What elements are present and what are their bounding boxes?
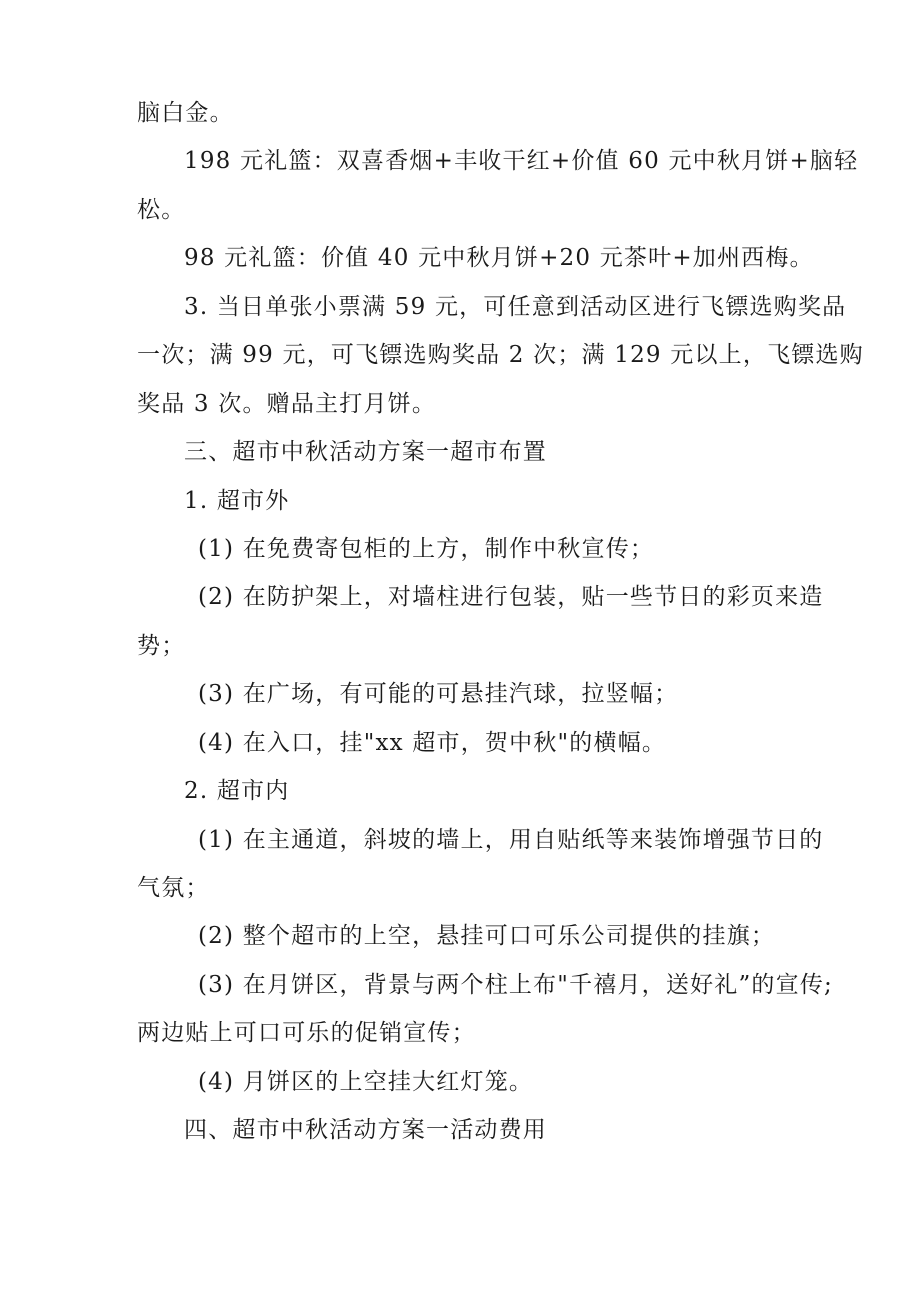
list-item: (1) 在免费寄包柜的上方，制作中秋宣传； — [198, 536, 655, 562]
paragraph-line: 脑白金。 — [137, 100, 234, 126]
paragraph-line: 3. 当日单张小票满 59 元，可任意到活动区进行飞镖选购奖品 — [184, 294, 847, 320]
list-item: (2) 整个超市的上空，悬挂可口可乐公司提供的挂旗； — [198, 923, 776, 949]
list-item-continuation: 气氛； — [137, 875, 210, 901]
list-item: (2) 在防护架上，对墙柱进行包装，贴一些节日的彩页来造 — [198, 584, 824, 610]
paragraph-line: 198 元礼篮：双喜香烟+丰收干红+价值 60 元中秋月饼+脑轻 — [184, 148, 859, 174]
paragraph-line: 一次；满 99 元，可飞镖选购奖品 2 次；满 129 元以上，飞镖选购 — [137, 342, 864, 368]
subsection-heading: 1. 超市外 — [184, 488, 290, 514]
list-item: (4) 在入口，挂"xx 超市，贺中秋"的横幅。 — [198, 730, 667, 756]
list-item: (3) 在广场，有可能的可悬挂汽球，拉竖幅； — [198, 681, 679, 707]
section-heading: 三、超市中秋活动方案一超市布置 — [184, 439, 547, 465]
paragraph-line: 奖品 3 次。赠品主打月饼。 — [137, 391, 437, 417]
paragraph-line: 松。 — [137, 197, 186, 223]
list-item-continuation: 两边贴上可口可乐的促销宣传； — [137, 1020, 476, 1046]
section-heading: 四、超市中秋活动方案一活动费用 — [184, 1117, 547, 1143]
subsection-heading: 2. 超市内 — [184, 778, 290, 804]
list-item: (3) 在月饼区，背景与两个柱上布"千禧月，送好礼”的宣传; — [198, 972, 833, 998]
list-item: (4) 月饼区的上空挂大红灯笼。 — [198, 1069, 534, 1095]
paragraph-line: 98 元礼篮：价值 40 元中秋月饼+20 元茶叶+加州西梅。 — [184, 245, 814, 271]
list-item-continuation: 势； — [137, 633, 186, 659]
list-item: (1) 在主通道，斜坡的墙上，用自贴纸等来装饰增强节日的 — [198, 827, 824, 853]
